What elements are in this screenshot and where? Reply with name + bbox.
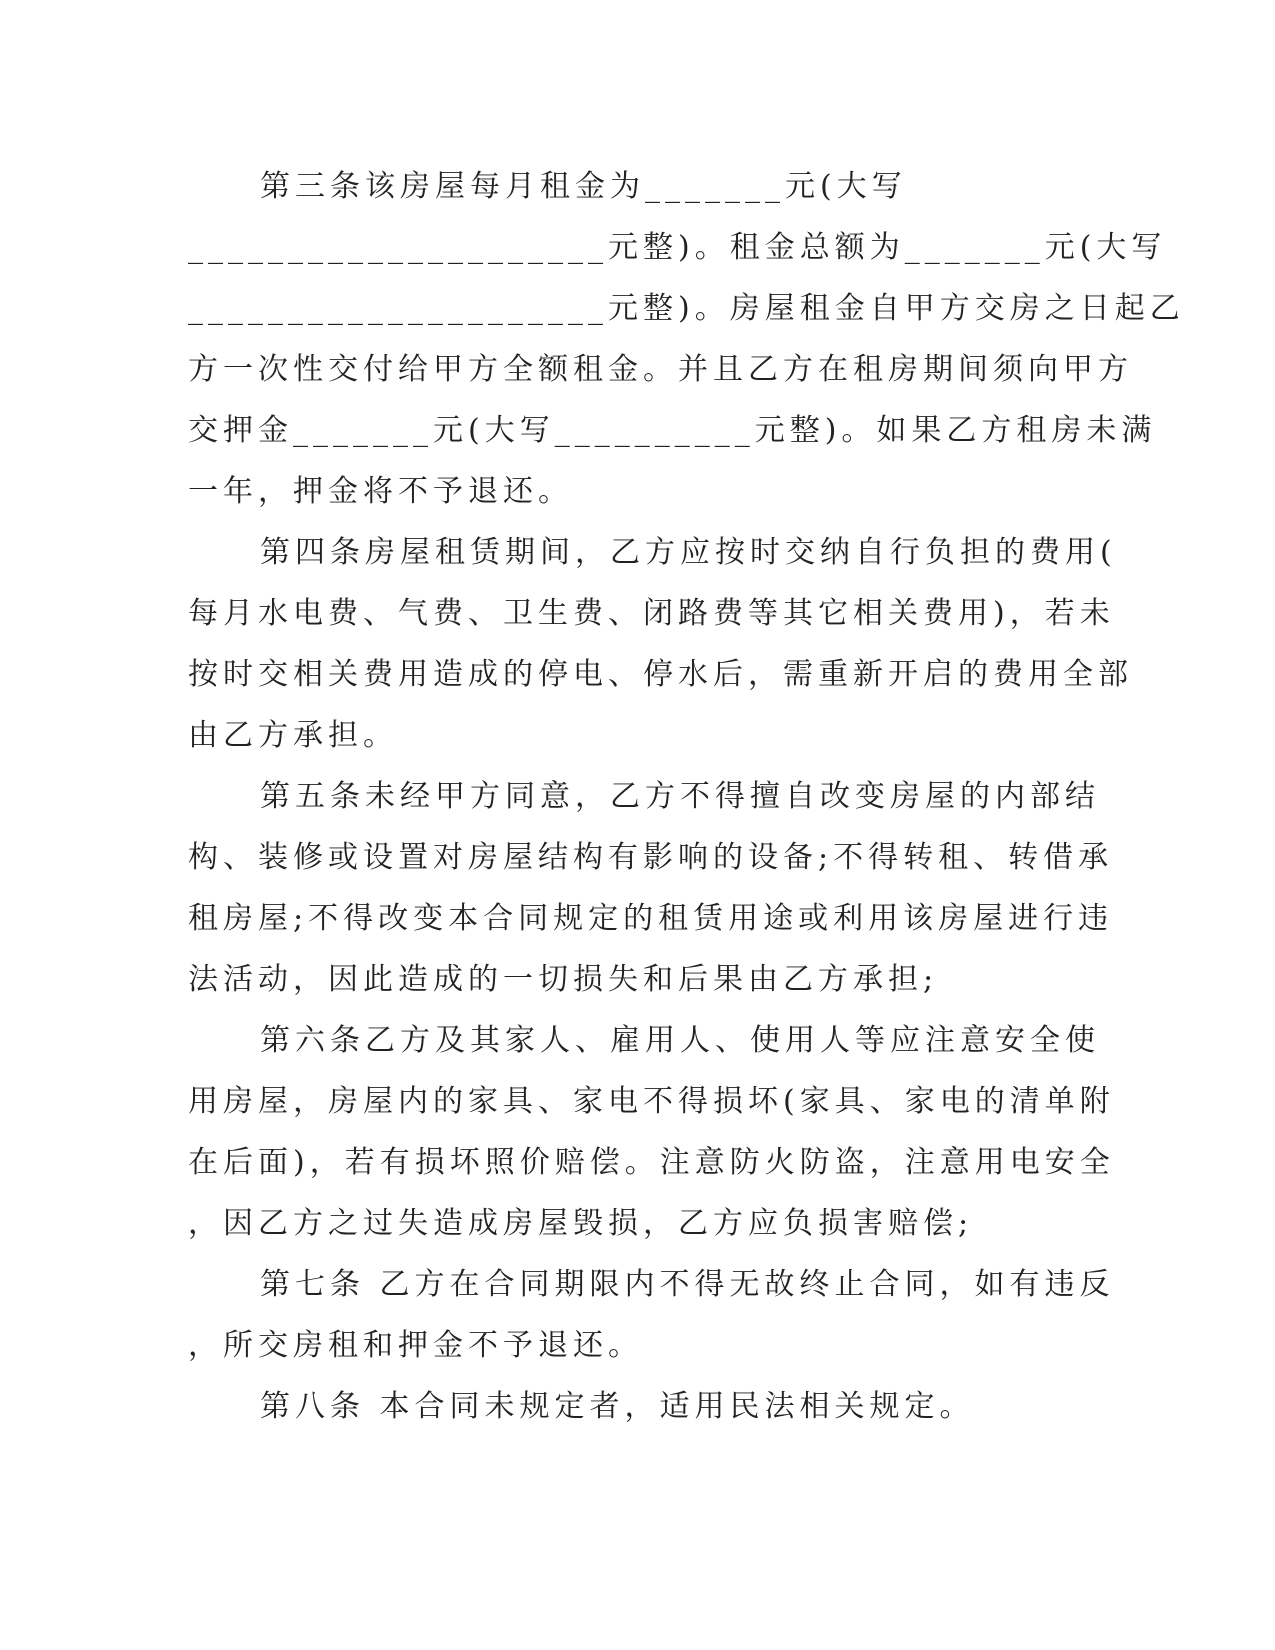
text-line: 第七条 乙方在合同期限内不得无故终止合同，如有违反	[260, 1267, 1115, 1302]
text-line: 第八条 本合同未规定者，适用民法相关规定。	[260, 1389, 975, 1424]
text-line: ，所交房租和押金不予退还。	[188, 1328, 643, 1363]
text-line: 每月水电费、气费、卫生费、闭路费等其它相关费用)，若未	[188, 596, 1115, 631]
text-line: 租房屋;不得改变本合同规定的租赁用途或利用该房屋进行违	[188, 901, 1114, 936]
text-line: 第五条未经甲方同意，乙方不得擅自改变房屋的内部结	[260, 779, 1100, 814]
text-line: 在后面)，若有损坏照价赔偿。注意防火防盗，注意用电安全	[188, 1145, 1115, 1180]
text-line: 一年，押金将不予退还。	[188, 474, 573, 509]
text-line: 由乙方承担。	[188, 718, 398, 753]
text-line: _____________________元整)。房屋租金自甲方交房之日起乙	[188, 291, 1185, 326]
text-line: ，因乙方之过失造成房屋毁损，乙方应负损害赔偿;	[188, 1206, 974, 1241]
text-line: _____________________元整)。租金总额为_______元(大写	[188, 230, 1167, 265]
text-line: 交押金_______元(大写__________元整)。如果乙方租房未满	[188, 413, 1157, 448]
document-body	[188, 156, 1185, 1437]
text-line: 构、装修或设置对房屋结构有影响的设备;不得转租、转借承	[188, 840, 1114, 875]
text-line: 按时交相关费用造成的停电、停水后，需重新开启的费用全部	[188, 657, 1133, 692]
text-line: 方一次性交付给甲方全额租金。并且乙方在租房期间须向甲方	[188, 352, 1133, 387]
text-line: 第三条该房屋每月租金为_______元(大写	[260, 169, 907, 204]
text-line: 用房屋，房屋内的家具、家电不得损坏(家具、家电的清单附	[188, 1084, 1115, 1119]
text-line: 法活动，因此造成的一切损失和后果由乙方承担;	[188, 962, 939, 997]
text-line: 第四条房屋租赁期间，乙方应按时交纳自行负担的费用(	[260, 535, 1117, 570]
text-line: 第六条乙方及其家人、雇用人、使用人等应注意安全使	[260, 1023, 1100, 1058]
